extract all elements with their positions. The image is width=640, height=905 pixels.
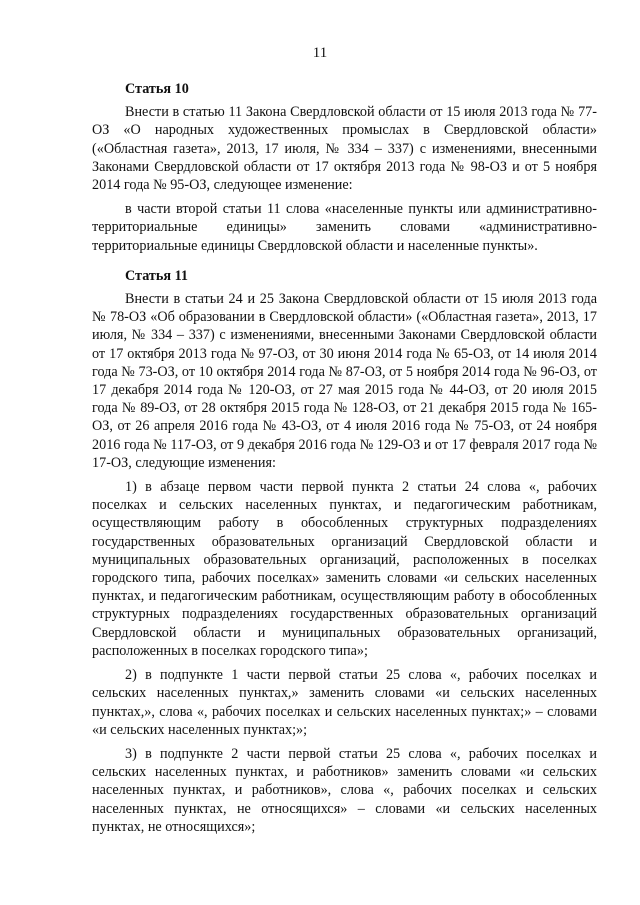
article-11-intro: Внести в статьи 24 и 25 Закона Свердловской области от 15 июля 2013 года № 78-ОЗ «Об образовании в Свердловской области» («Областная газета», 2013, 17 июля, № 334 – 337) с изменениями, внесенными Законами Свердловской области от 17 октября 2013 года № 97-ОЗ, от 30 июня 2014 года № 65-ОЗ, от 14 июля 2014 года № 73-ОЗ, от 10 октября 2014 года № 87-ОЗ, от 5 ноября 2014 года № 96-ОЗ, от 17 декабря 2014 года № 120-ОЗ, от 27 мая 2015 года № 44-ОЗ, от 20 июля 2015 года № 89-ОЗ, от 28 октября 2015 года № 128-ОЗ, от 21 декабря 2015 года № 165-ОЗ, от 26 апреля 2016 года № 43-ОЗ, от 4 июля 2016 года № 75-ОЗ, от 24 ноября 2016 года № 117-ОЗ, от 9 декабря 2016 года № 129-ОЗ и от 17 февраля 2017 года № 17-ОЗ, следующие изменения: — [92, 291, 597, 471]
article-11-item-1: 1) в абзаце первом части первой пункта 2 статьи 24 слова «, рабочих поселках и сельских населенных пунктах, и педагогическим работникам, осуществляющим работу в обособленных структурных подразделениях государственных образовательных организаций Свердловской области и муниципальных образовательных организаций, расположенных в поселках городского типа, рабочих поселках» заменить словами «и сельских населенных пунктах, и педагогическим работникам, осуществляющим работу в обособленных структурных подразделениях государственных образовательных организаций Свердловской области и муниципальных образовательных организаций, расположенных в поселках городского типа»; — [92, 479, 597, 659]
article-10-heading: Статья 10 — [125, 81, 189, 97]
article-10-intro: Внести в статью 11 Закона Свердловской области от 15 июля 2013 года № 77-ОЗ «О народных художественных промыслах в Свердловской области» («Областная газета», 2013, 17 июля, № 334 – 337) с изменениями, внесенными Законами Свердловской области от 17 октября 2013 года № 98-ОЗ и от 5 ноября 2014 года № 95-ОЗ, следующее изменение: — [92, 104, 597, 194]
article-11 — [92, 267, 597, 836]
article-11-heading: Статья 11 — [125, 267, 189, 284]
article-10 — [92, 80, 597, 255]
document-body — [92, 80, 597, 842]
article-11-item-3: 3) в подпункте 2 части первой статьи 25 слова «, рабочих поселках и сельских населенных пунктах, и работников» заменить словами «и сельских населенных пунктах, и работников», слова «, рабочих поселках и сельских населенных пунктах, не относящихся» – словами «и сельских населенных пунктах, не относящихся»; — [92, 745, 597, 835]
page-number: 11 — [312, 45, 328, 61]
article-10-change: в части второй статьи 11 слова «населенные пункты или административно-территориальные единицы» заменить словами «административно-территориальные единицы Свердловской области и населенные пункты». — [92, 201, 597, 254]
article-11-item-2: 2) в подпункте 1 части первой статьи 25 слова «, рабочих поселках и сельских населенных пунктах,» заменить словами «и сельских населенных пунктах,», слова «, рабочих поселках и сельских населенных пунктах;» – словами «и сельских населенных пунктах;»; — [92, 667, 597, 738]
